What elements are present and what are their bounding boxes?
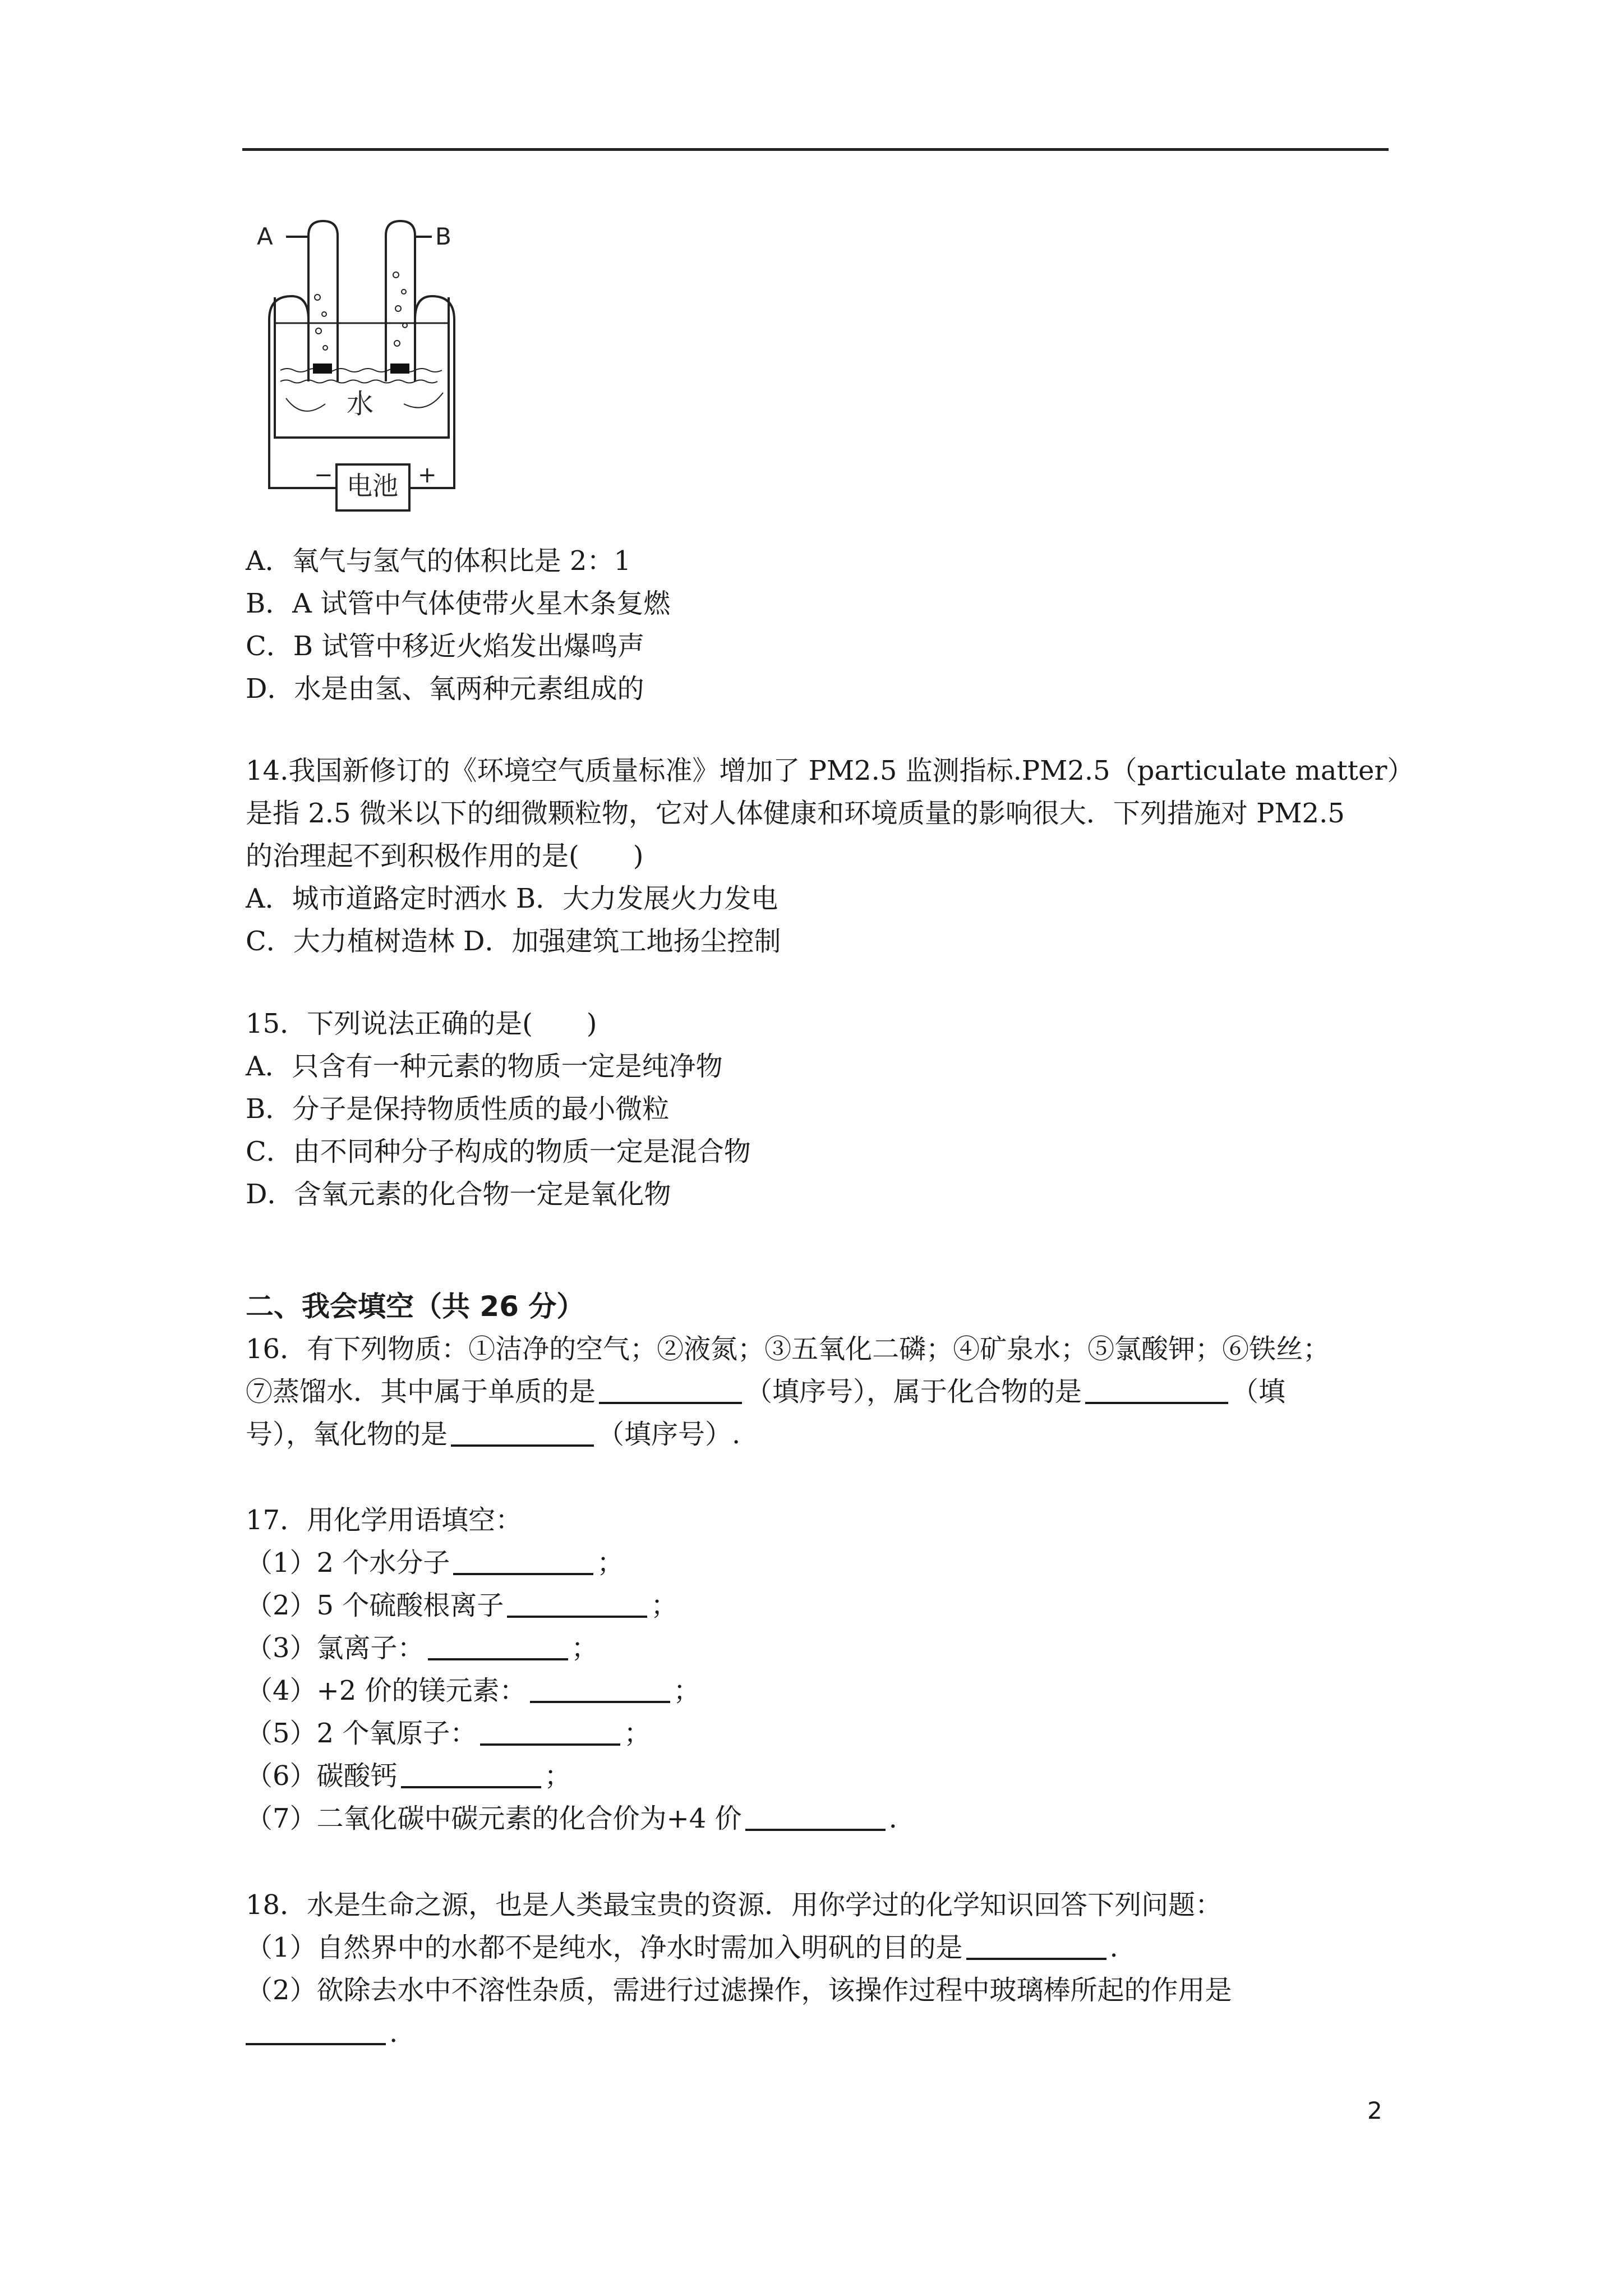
q17-item — [246, 1712, 651, 1755]
q17-item-end: ； — [624, 1718, 651, 1749]
q18-item1-text: （1）自然界中的水都不是纯水，净水时需加入明矾的目的是 — [246, 1932, 963, 1963]
q17-blank-4[interactable] — [530, 1673, 670, 1703]
q18-item2-answer — [246, 2012, 398, 2054]
q16-blank-compounds[interactable] — [1085, 1374, 1228, 1404]
q16-line2-a: ⑦蒸馏水．其中属于单质的是 — [246, 1376, 596, 1407]
page-number: 2 — [1367, 2097, 1382, 2124]
q17-item-text: （4）+2 价的镁元素： — [246, 1675, 527, 1706]
q17-blank-2[interactable] — [507, 1588, 647, 1618]
q13-option-b: B．A 试管中气体使带火星木条复燃 — [246, 588, 671, 619]
q17-item-end: ； — [597, 1547, 624, 1579]
q17-item-end: ； — [571, 1632, 598, 1664]
q16-blank-oxides[interactable] — [451, 1416, 594, 1447]
q18-item1 — [246, 1926, 1118, 1969]
q17-item — [246, 1542, 624, 1584]
q13-option-d: D．水是由氢、氧两种元素组成的 — [246, 673, 644, 705]
q17-item-end: ； — [544, 1760, 571, 1792]
q17-item-text: （5）2 个氧原子： — [246, 1718, 477, 1749]
q14-options-cd: C．大力植树造林 D．加强建筑工地扬尘控制 — [246, 926, 781, 957]
q17-blank-3[interactable] — [428, 1630, 568, 1660]
q18-blank-1[interactable] — [966, 1930, 1106, 1960]
q17-blank-6[interactable] — [401, 1758, 541, 1788]
q16-line3 — [246, 1413, 740, 1456]
header-rule — [242, 148, 1389, 151]
q18-blank-2[interactable] — [246, 2015, 386, 2045]
q14-stem-line2: 是指 2.5 微米以下的细微颗粒物，它对人体健康和环境质量的影响很大．下列措施对 PM2.5 — [246, 798, 1345, 829]
q17-item-end: ； — [651, 1590, 678, 1621]
q16-line3-b: （填序号）. — [597, 1419, 741, 1450]
q15-option-d: D．含氧元素的化合物一定是氧化物 — [246, 1179, 671, 1210]
q17-blank-1[interactable] — [453, 1545, 593, 1575]
label-a: A — [257, 223, 273, 250]
q17-stem: 17．用化学用语填空： — [246, 1504, 523, 1536]
plus-sign: + — [418, 462, 437, 488]
q17-item — [246, 1755, 571, 1797]
q16-line1: 16．有下列物质：①洁净的空气；②液氮；③五氧化二磷；④矿泉水；⑤氯酸钾；⑥铁丝； — [246, 1333, 1330, 1365]
q15-option-c: C．由不同种分子构成的物质一定是混合物 — [246, 1136, 751, 1167]
q14-options-ab: A．城市道路定时洒水 B．大力发展火力发电 — [246, 883, 778, 914]
q15-stem: 15．下列说法正确的是( ) — [246, 1008, 597, 1039]
q17-blank-5[interactable] — [480, 1715, 620, 1746]
q17-blank-7[interactable] — [745, 1801, 886, 1831]
q17-item — [246, 1627, 598, 1669]
q18-item2: （2）欲除去水中不溶性杂质，需进行过滤操作，该操作过程中玻璃棒所起的作用是 — [246, 1975, 1232, 2006]
q16-blank-elements[interactable] — [599, 1374, 742, 1404]
q13-option-c: C．B 试管中移近火焰发出爆鸣声 — [246, 631, 645, 662]
battery-label: 电池 — [347, 471, 398, 501]
q18-item1-end: . — [1109, 1932, 1118, 1963]
q13-option-a: A．氧气与氢气的体积比是 2：1 — [246, 545, 631, 577]
q14-stem-line1: 14.我国新修订的《环境空气质量标准》增加了 PM2.5 监测指标.PM2.5（particulate matter） — [246, 755, 1414, 786]
q17-item-text: （6）碳酸钙 — [246, 1760, 398, 1792]
q17-item — [246, 1669, 700, 1712]
q16-line2-c: （填 — [1232, 1376, 1286, 1407]
q14-stem-line3: 的治理起不到积极作用的是( ) — [246, 840, 644, 872]
q16-line2 — [246, 1370, 1285, 1413]
q15-option-b: B．分子是保持物质性质的最小微粒 — [246, 1093, 670, 1125]
q17-item-end: . — [888, 1803, 897, 1834]
q17-item — [246, 1797, 897, 1840]
electrolysis-figure — [247, 213, 561, 527]
q17-item — [246, 1584, 677, 1627]
q16-line2-b: （填序号），属于化合物的是 — [745, 1376, 1082, 1407]
q15-option-a: A．只含有一种元素的物质一定是纯净物 — [246, 1051, 723, 1082]
q17-item-text: （7）二氧化碳中碳元素的化合价为+4 价 — [246, 1803, 742, 1834]
q17-item-end: ； — [673, 1675, 700, 1706]
q17-item-text: （3）氯离子： — [246, 1632, 425, 1664]
minus-sign: − — [314, 462, 333, 488]
q17-item-text: （2）5 个硫酸根离子 — [246, 1590, 504, 1621]
label-b: B — [435, 223, 451, 250]
q16-line3-a: 号），氧化物的是 — [246, 1419, 448, 1450]
q17-item-text: （1）2 个水分子 — [246, 1547, 450, 1579]
q18-stem: 18．水是生命之源，也是人类最宝贵的资源．用你学过的化学知识回答下列问题： — [246, 1889, 1223, 1921]
water-label: 水 — [347, 388, 374, 420]
section2-heading: 二、我会填空（共 26 分） — [246, 1290, 585, 1323]
q18-item2-end: . — [389, 2017, 398, 2049]
